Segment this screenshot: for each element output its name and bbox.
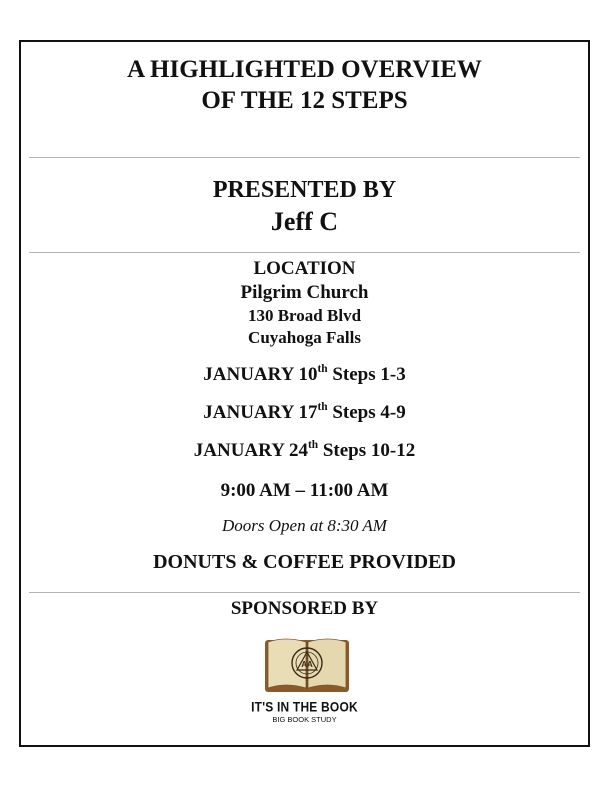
session-3-day: 24th: [288, 438, 319, 461]
divider-3: [29, 592, 580, 593]
location-city: Cuyahoga Falls: [248, 328, 361, 347]
location-label: LOCATION: [253, 258, 356, 279]
divider-2: [29, 252, 580, 253]
sponsor-logo-subtitle: BIG BOOK STUDY: [272, 715, 337, 724]
session-1-month: JANUARY: [203, 364, 294, 385]
session-1-day: 10th: [298, 362, 328, 385]
flyer-frame: [19, 40, 590, 747]
session-2-steps: Steps 4-9: [332, 402, 406, 423]
title-line-2: OF THE 12 STEPS: [201, 87, 408, 114]
session-1-steps: Steps 1-3: [332, 364, 406, 385]
session-2-day: 17th: [298, 400, 328, 423]
location-venue: Pilgrim Church: [240, 282, 369, 303]
title-line-1: A HIGHLIGHTED OVERVIEW: [127, 56, 482, 83]
sponsor-logo-book: [264, 634, 350, 694]
event-time: 9:00 AM – 11:00 AM: [220, 480, 389, 501]
refreshments-note: DONUTS & COFFEE PROVIDED: [153, 551, 456, 573]
location-address: 130 Broad Blvd: [247, 306, 362, 325]
session-2-month: JANUARY: [203, 402, 294, 423]
session-1: [21, 364, 588, 386]
session-2: [21, 402, 588, 424]
sponsored-by-label: SPONSORED BY: [230, 598, 379, 619]
svg-text:AA: AA: [301, 660, 313, 669]
divider-1: [29, 157, 580, 158]
presented-by-label: PRESENTED BY: [212, 177, 397, 203]
session-3: [21, 440, 588, 462]
session-3-steps: Steps 10-12: [322, 440, 416, 461]
doors-open-note: Doors Open at 8:30 AM: [222, 516, 387, 535]
sponsor-logo-title: IT'S IN THE BOOK: [251, 698, 358, 716]
session-3-month: JANUARY: [193, 440, 285, 461]
presenter-name: Jeff C: [270, 207, 339, 236]
